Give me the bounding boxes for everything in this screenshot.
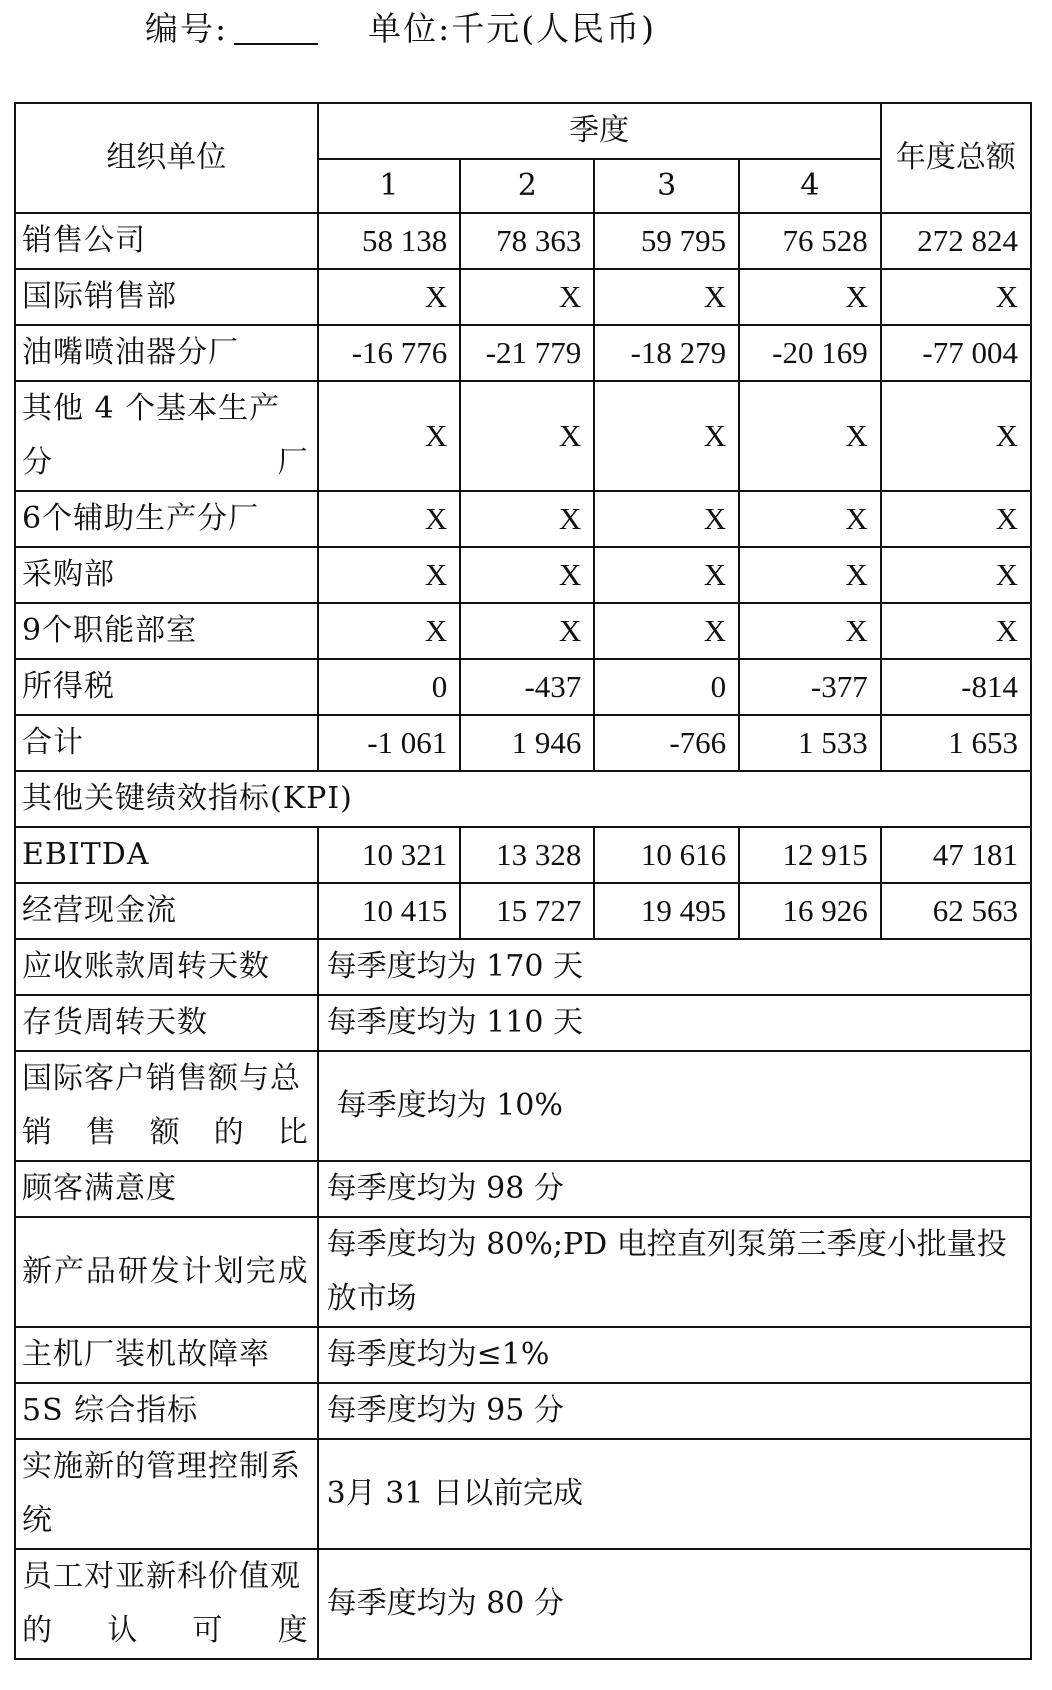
- table-row: [15, 269, 1031, 325]
- quarter-1-header: 1: [318, 159, 461, 213]
- cell-value: X: [739, 603, 881, 659]
- row-label: 6个辅助生产分厂: [15, 491, 318, 547]
- cell-value: 62 563: [881, 883, 1031, 939]
- kpi-text-row: [15, 1327, 1031, 1383]
- kpi-section-row: [15, 771, 1031, 827]
- row-label: 销售公司: [15, 213, 318, 269]
- row-label: 顾客满意度: [15, 1161, 318, 1217]
- number-blank-field: [234, 7, 318, 45]
- row-label: 5S 综合指标: [15, 1383, 318, 1439]
- kpi-target-text: 每季度均为 80 分: [318, 1549, 1031, 1659]
- row-label: 应收账款周转天数: [15, 939, 318, 995]
- cell-value: X: [739, 547, 881, 603]
- quarter-3-header: 3: [594, 159, 739, 213]
- row-label: 其他 4 个基本生产分厂: [15, 381, 318, 491]
- cell-value: X: [460, 381, 594, 491]
- cell-value: -77 004: [881, 325, 1031, 381]
- kpi-target-text: 每季度均为 10%: [318, 1051, 1031, 1161]
- table-row: [15, 659, 1031, 715]
- table-row: [15, 827, 1031, 883]
- cell-value: 10 321: [318, 827, 461, 883]
- number-label: 编号:: [145, 8, 229, 48]
- cell-value: X: [594, 603, 739, 659]
- cell-value: 59 795: [594, 213, 739, 269]
- cell-value: 1 653: [881, 715, 1031, 771]
- document-header: [145, 0, 656, 52]
- cell-value: -437: [460, 659, 594, 715]
- cell-value: 16 926: [739, 883, 881, 939]
- kpi-text-row: [15, 1217, 1031, 1327]
- kpi-target-text: 每季度均为 110 天: [318, 995, 1031, 1051]
- cell-value: 19 495: [594, 883, 739, 939]
- org-unit-header: 组织单位: [15, 103, 318, 213]
- table-row: [15, 325, 1031, 381]
- cell-value: X: [318, 491, 461, 547]
- cell-value: 0: [594, 659, 739, 715]
- table-row: [15, 491, 1031, 547]
- cell-value: -20 169: [739, 325, 881, 381]
- cell-value: 1 533: [739, 715, 881, 771]
- quarter-header: 季度: [318, 103, 881, 159]
- cell-value: X: [460, 547, 594, 603]
- cell-value: 47 181: [881, 827, 1031, 883]
- kpi-text-row: [15, 1161, 1031, 1217]
- quarter-2-header: 2: [460, 159, 594, 213]
- kpi-target-text: 每季度均为 170 天: [318, 939, 1031, 995]
- table-row-total: [15, 715, 1031, 771]
- row-label: 员工对亚新科价值观的认可度: [15, 1549, 318, 1659]
- cell-value: X: [881, 269, 1031, 325]
- cell-value: X: [318, 547, 461, 603]
- kpi-target-text: 每季度均为 80%;PD 电控直列泵第三季度小批量投放市场: [318, 1217, 1031, 1327]
- cell-value: 1 946: [460, 715, 594, 771]
- cell-value: X: [881, 491, 1031, 547]
- table-row: [15, 213, 1031, 269]
- cell-value: X: [594, 547, 739, 603]
- cell-value: X: [594, 381, 739, 491]
- row-label: 存货周转天数: [15, 995, 318, 1051]
- cell-value: -766: [594, 715, 739, 771]
- cell-value: -16 776: [318, 325, 461, 381]
- kpi-text-row: [15, 1051, 1031, 1161]
- cell-value: 78 363: [460, 213, 594, 269]
- kpi-target-text: 每季度均为 98 分: [318, 1161, 1031, 1217]
- cell-value: 10 415: [318, 883, 461, 939]
- kpi-target-text: 每季度均为≤1%: [318, 1327, 1031, 1383]
- cell-value: 272 824: [881, 213, 1031, 269]
- table-row: [15, 381, 1031, 491]
- kpi-text-row: [15, 1549, 1031, 1659]
- cell-value: X: [460, 491, 594, 547]
- row-label: 新产品研发计划完成: [15, 1217, 318, 1327]
- cell-value: X: [318, 603, 461, 659]
- cell-value: X: [881, 603, 1031, 659]
- cell-value: 15 727: [460, 883, 594, 939]
- kpi-section-title: 其他关键绩效指标(KPI): [15, 771, 1031, 827]
- row-label: 经营现金流: [15, 883, 318, 939]
- cell-value: -1 061: [318, 715, 461, 771]
- kpi-target-text: 3月 31 日以前完成: [318, 1439, 1031, 1549]
- kpi-text-row: [15, 1439, 1031, 1549]
- table-row: [15, 883, 1031, 939]
- cell-value: X: [318, 269, 461, 325]
- cell-value: X: [881, 547, 1031, 603]
- budget-table: [14, 102, 1032, 1660]
- row-label: 国际销售部: [15, 269, 318, 325]
- quarter-4-header: 4: [739, 159, 881, 213]
- cell-value: 13 328: [460, 827, 594, 883]
- kpi-text-row: [15, 939, 1031, 995]
- row-label: 合计: [15, 715, 318, 771]
- cell-value: -21 779: [460, 325, 594, 381]
- cell-value: -814: [881, 659, 1031, 715]
- cell-value: X: [594, 269, 739, 325]
- cell-value: X: [881, 381, 1031, 491]
- cell-value: X: [594, 491, 739, 547]
- cell-value: X: [739, 269, 881, 325]
- row-label: 实施新的管理控制系统: [15, 1439, 318, 1549]
- cell-value: 76 528: [739, 213, 881, 269]
- cell-value: 58 138: [318, 213, 461, 269]
- row-label: 油嘴喷油器分厂: [15, 325, 318, 381]
- cell-value: X: [460, 269, 594, 325]
- cell-value: X: [739, 491, 881, 547]
- cell-value: -18 279: [594, 325, 739, 381]
- row-label: 国际客户销售额与总销售额的比: [15, 1051, 318, 1161]
- kpi-text-row: [15, 1383, 1031, 1439]
- cell-value: -377: [739, 659, 881, 715]
- row-label: 采购部: [15, 547, 318, 603]
- kpi-text-row: [15, 995, 1031, 1051]
- row-label: 主机厂装机故障率: [15, 1327, 318, 1383]
- table-row: [15, 603, 1031, 659]
- row-label: EBITDA: [15, 827, 318, 883]
- cell-value: X: [318, 381, 461, 491]
- annual-total-header: 年度总额: [881, 103, 1031, 213]
- unit-label: 单位:千元(人民币): [368, 8, 656, 48]
- kpi-target-text: 每季度均为 95 分: [318, 1383, 1031, 1439]
- row-label: 9个职能部室: [15, 603, 318, 659]
- table-row: [15, 547, 1031, 603]
- cell-value: 12 915: [739, 827, 881, 883]
- cell-value: 0: [318, 659, 461, 715]
- cell-value: X: [460, 603, 594, 659]
- cell-value: 10 616: [594, 827, 739, 883]
- cell-value: X: [739, 381, 881, 491]
- row-label: 所得税: [15, 659, 318, 715]
